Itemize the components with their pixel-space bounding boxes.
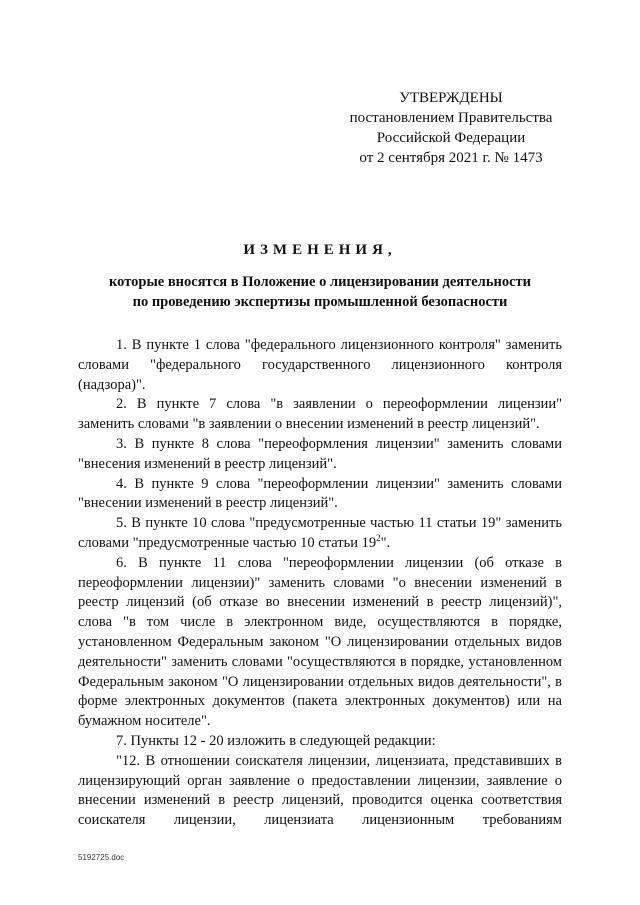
paragraph-6: 6. В пункте 11 слова "переоформлении лицензии (об отказе в переоформлении лицензии)" заменить словами "о внесении изменений в реестр лицензий (об отказе во внесении изменений в реестр лицензий)", слова "в том числе в электронном виде, осуществляются в порядке, установленном Федеральным законом "О лицензировании отдельных видов деятельности" заменить словами "осуществляются в порядке, установленном Федеральным законом "О лицензировании отдельных видов деятельности", в форме электронных документов (пакета электронных документов) или на бумажном носителе". bbox=[78, 554, 562, 730]
paragraph-2: 2. В пункте 7 слова "в заявлении о переоформлении лицензии" заменить словами "в заявлении о внесении изменений в реестр лицензий". bbox=[78, 396, 562, 433]
subtitle-line-2: по проведению экспертизы промышленной безопасности bbox=[132, 294, 508, 310]
paragraph-8: "12. В отношении соискателя лицензии, лицензиата, представивших в лицензирующий орган заявление о предоставлении лицензии, заявление о внесении изменений в реестр лицензий, проводится оценка соответствия соискателя лицензии, лицензиата лицензионным требованиям bbox=[78, 752, 562, 829]
document-subtitle bbox=[78, 272, 562, 312]
approval-line-decree: постановлением Правительства bbox=[349, 110, 553, 126]
paragraph-5-text: 5. В пункте 10 слова "предусмотренные частью 11 статьи 19" заменить словами "предусмотренные частью 10 статьи 19 bbox=[78, 515, 562, 551]
file-name-footer: 5192725.doc bbox=[78, 853, 125, 862]
document-body bbox=[78, 336, 562, 831]
approval-line-government: Российской Федерации bbox=[376, 130, 526, 146]
paragraph-4: 4. В пункте 9 слова "переоформлении лицензии" заменить словами "внесении изменений в реестр лицензий". bbox=[78, 475, 562, 512]
paragraph-5 bbox=[78, 514, 562, 554]
paragraph-3: 3. В пункте 8 слова "переоформления лицензии" заменить словами "внесения изменений в реестр лицензий". bbox=[78, 435, 562, 472]
paragraph-5-end: ". bbox=[380, 534, 391, 551]
paragraph-5-superscript: 2 bbox=[376, 533, 381, 544]
paragraph-7: 7. Пункты 12 - 20 изложить в следующей редакции: bbox=[116, 732, 436, 749]
document-title: ИЗМЕНЕНИЯ, bbox=[243, 242, 397, 258]
approval-block bbox=[340, 88, 562, 168]
title-block bbox=[78, 240, 562, 312]
approval-line-date-number: от 2 сентября 2021 г. № 1473 bbox=[359, 150, 543, 166]
subtitle-line-1: которые вносятся в Положение о лицензировании деятельности bbox=[108, 274, 532, 290]
paragraph-1: 1. В пункте 1 слова "федерального лицензионного контроля" заменить словами "федерального государственного лицензионного контроля (надзора)". bbox=[78, 337, 562, 393]
approval-heading: УТВЕРЖДЕНЫ bbox=[399, 90, 503, 106]
